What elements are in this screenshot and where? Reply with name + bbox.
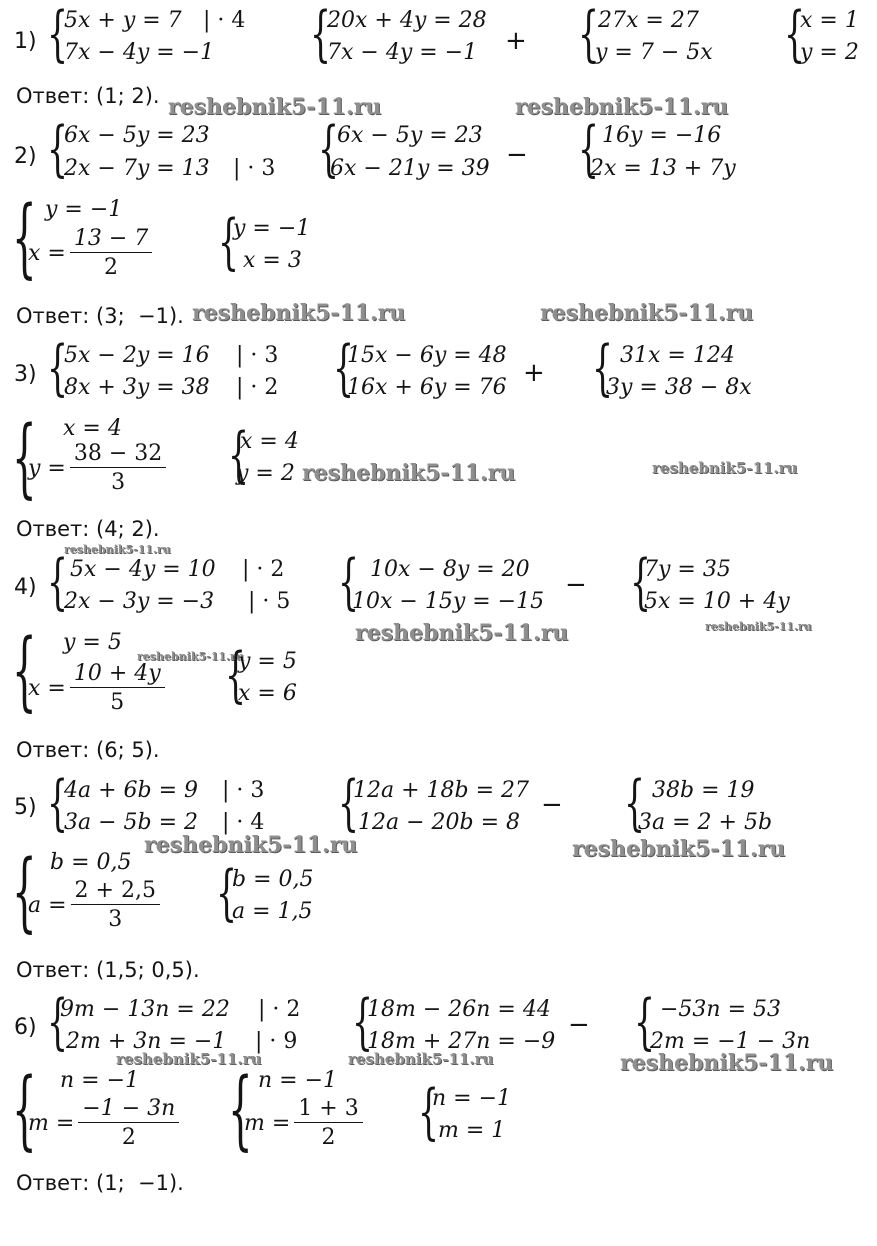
multiplier: | · 2 — [236, 375, 279, 400]
numerator: −1 − 3n — [78, 1098, 179, 1123]
system-brace: { — [310, 0, 332, 69]
equation: 2x = 13 + 7y — [590, 156, 736, 181]
fraction-equation — [28, 228, 152, 279]
problem-label: 1) — [14, 29, 37, 54]
watermark: reshebnik5-11.ru — [540, 300, 754, 326]
answer: Ответ: (1; −1). — [16, 1171, 184, 1195]
operation-sign: − — [506, 140, 528, 170]
system-brace: { — [47, 987, 69, 1057]
system-brace: { — [352, 987, 374, 1057]
answer: Ответ: (3; −1). — [16, 304, 184, 328]
watermark: reshebnik5-11.ru — [652, 459, 798, 477]
equation: 12a + 18b = 27 — [353, 778, 530, 803]
numerator: 13 − 7 — [70, 228, 152, 253]
watermark: reshebnik5-11.ru — [620, 1050, 834, 1076]
answer: Ответ: (6; 5). — [16, 738, 160, 762]
equation: 10x − 15y = −15 — [352, 589, 545, 614]
watermark: reshebnik5-11.ru — [144, 832, 358, 858]
equation: −53n = 53 — [660, 997, 782, 1022]
equation: y = 5 — [238, 649, 297, 674]
equation: n = −1 — [60, 1068, 140, 1093]
fraction-lhs: x = — [28, 240, 66, 266]
equation: y = 5 — [63, 630, 122, 655]
operation-sign: + — [505, 26, 527, 56]
equation: 2m = −1 − 3n — [650, 1029, 811, 1054]
equation: 16y = −16 — [602, 123, 722, 148]
system-brace: { — [338, 547, 360, 617]
system-brace: { — [47, 768, 69, 838]
equation: 2x − 7y = 13 — [64, 156, 210, 181]
system-brace: { — [333, 333, 355, 403]
multiplier: | · 4 — [222, 810, 265, 835]
numerator: 1 + 3 — [294, 1098, 362, 1123]
numerator: 10 + 4y — [70, 663, 165, 688]
watermark: reshebnik5-11.ru — [302, 460, 516, 486]
fraction-lhs: m = — [244, 1110, 291, 1136]
system-brace: { — [624, 768, 646, 838]
watermark: reshebnik5-11.ru — [168, 94, 382, 120]
system-brace: { — [225, 640, 247, 710]
equation: 9m − 13n = 22 — [60, 997, 230, 1022]
problem-label: 3) — [14, 362, 37, 387]
equation: 16x + 6y = 76 — [347, 375, 507, 400]
operation-sign: − — [541, 790, 563, 820]
system-brace: { — [784, 0, 806, 69]
system-brace: { — [218, 207, 240, 277]
fraction-lhs: y = — [28, 455, 66, 481]
system-brace: { — [592, 333, 614, 403]
fraction-equation — [244, 1098, 363, 1149]
multiplier: | · 3 — [236, 343, 279, 368]
fraction-equation — [28, 880, 160, 931]
multiplier: | · 3 — [222, 778, 265, 803]
equation: 6x − 5y = 23 — [64, 123, 210, 148]
multiplier: | · 4 — [203, 8, 246, 33]
watermark: reshebnik5-11.ru — [572, 836, 786, 862]
equation: 6x − 21y = 39 — [330, 156, 490, 181]
watermark: reshebnik5-11.ru — [705, 620, 812, 633]
equation: 2m + 3n = −1 — [66, 1029, 227, 1054]
system-brace: { — [12, 1060, 37, 1160]
system-brace: { — [338, 768, 360, 838]
equation: a = 1,5 — [232, 899, 313, 924]
equation: 8x + 3y = 38 — [64, 375, 210, 400]
fraction-lhs: x = — [28, 675, 66, 701]
equation: 18m + 27n = −9 — [367, 1029, 556, 1054]
operation-sign: − — [568, 1010, 590, 1040]
numerator: 2 + 2,5 — [71, 880, 160, 905]
watermark: reshebnik5-11.ru — [348, 1050, 494, 1068]
system-brace: { — [228, 1060, 253, 1160]
watermark: reshebnik5-11.ru — [116, 1050, 262, 1068]
system-brace: { — [12, 408, 37, 508]
multiplier: | · 2 — [242, 557, 285, 582]
equation: 3y = 38 − 8x — [606, 375, 752, 400]
problem-label: 2) — [14, 144, 37, 169]
system-brace: { — [12, 188, 37, 288]
equation: 7y = 35 — [644, 557, 731, 582]
multiplier: | · 5 — [248, 589, 291, 614]
system-brace: { — [630, 547, 652, 617]
equation: x = 4 — [240, 429, 299, 454]
equation: 10x − 8y = 20 — [370, 557, 530, 582]
equation: y = −1 — [233, 216, 311, 241]
system-brace: { — [318, 114, 340, 184]
equation: 7x − 4y = −1 — [64, 40, 215, 65]
answer: Ответ: (1; 2). — [16, 84, 160, 108]
equation: 5x + y = 7 — [64, 8, 182, 33]
equation: 6x − 5y = 23 — [337, 123, 483, 148]
watermark: reshebnik5-11.ru — [355, 620, 569, 646]
equation: x = 3 — [243, 248, 302, 273]
system-brace: { — [47, 114, 69, 184]
system-brace: { — [216, 858, 238, 928]
system-brace: { — [47, 0, 69, 69]
equation: 12a − 20b = 8 — [358, 810, 521, 835]
problem-label: 6) — [14, 1015, 37, 1040]
system-brace: { — [578, 0, 600, 69]
multiplier: | · 2 — [258, 997, 301, 1022]
system-brace: { — [12, 621, 37, 721]
equation: y = 2 — [800, 40, 859, 65]
denominator: 3 — [111, 470, 126, 495]
equation: 27x = 27 — [598, 8, 699, 33]
watermark: reshebnik5-11.ru — [192, 300, 406, 326]
denominator: 2 — [104, 255, 119, 280]
equation: 15x − 6y = 48 — [347, 343, 507, 368]
equation: n = −1 — [258, 1068, 338, 1093]
equation: 18m − 26n = 44 — [367, 997, 551, 1022]
equation: y = 7 − 5x — [595, 40, 713, 65]
answer: Ответ: (4; 2). — [16, 517, 160, 541]
operation-sign: − — [565, 570, 587, 600]
equation: 31x = 124 — [620, 343, 735, 368]
equation: y = −1 — [45, 197, 123, 222]
equation: 5x − 4y = 10 — [70, 557, 216, 582]
equation: b = 0,5 — [232, 867, 314, 892]
fraction-equation — [28, 1098, 179, 1149]
equation: 5x − 2y = 16 — [64, 343, 210, 368]
multiplier: | · 3 — [233, 156, 276, 181]
denominator: 2 — [321, 1125, 336, 1150]
system-brace: { — [228, 420, 250, 490]
denominator: 2 — [121, 1125, 136, 1150]
equation: 4a + 6b = 9 — [64, 778, 199, 803]
equation: x = 6 — [238, 681, 297, 706]
equation: 20x + 4y = 28 — [327, 8, 487, 33]
equation: m = 1 — [438, 1118, 506, 1143]
equation: b = 0,5 — [50, 850, 132, 875]
equation: 38b = 19 — [652, 778, 755, 803]
system-brace: { — [634, 987, 656, 1057]
problem-label: 5) — [14, 795, 37, 820]
operation-sign: + — [523, 358, 545, 388]
fraction-equation — [28, 663, 165, 714]
system-brace: { — [47, 547, 69, 617]
system-brace: { — [47, 333, 69, 403]
numerator: 38 − 32 — [70, 443, 166, 468]
equation: 3a − 5b = 2 — [64, 810, 199, 835]
equation: 2x − 3y = −3 — [64, 589, 215, 614]
system-brace: { — [418, 1077, 440, 1147]
equation: 7x − 4y = −1 — [327, 40, 478, 65]
equation: 3a = 2 + 5b — [638, 810, 773, 835]
equation: y = 2 — [236, 461, 295, 486]
equation: x = 4 — [63, 416, 122, 441]
equation: x = 1 — [800, 8, 859, 33]
answer: Ответ: (1,5; 0,5). — [16, 958, 200, 982]
watermark: reshebnik5-11.ru — [137, 650, 244, 663]
equation: 5x = 10 + 4y — [644, 589, 790, 614]
multiplier: | · 9 — [255, 1029, 298, 1054]
denominator: 5 — [110, 690, 125, 715]
watermark: reshebnik5-11.ru — [515, 94, 729, 120]
fraction-equation — [28, 443, 166, 494]
watermark: reshebnik5-11.ru — [64, 543, 171, 556]
problem-label: 4) — [14, 575, 37, 600]
system-brace: { — [12, 842, 37, 942]
fraction-lhs: m = — [28, 1110, 75, 1136]
equation: n = −1 — [432, 1086, 512, 1111]
fraction-lhs: a = — [28, 892, 67, 918]
system-brace: { — [578, 114, 600, 184]
denominator: 3 — [108, 907, 123, 932]
